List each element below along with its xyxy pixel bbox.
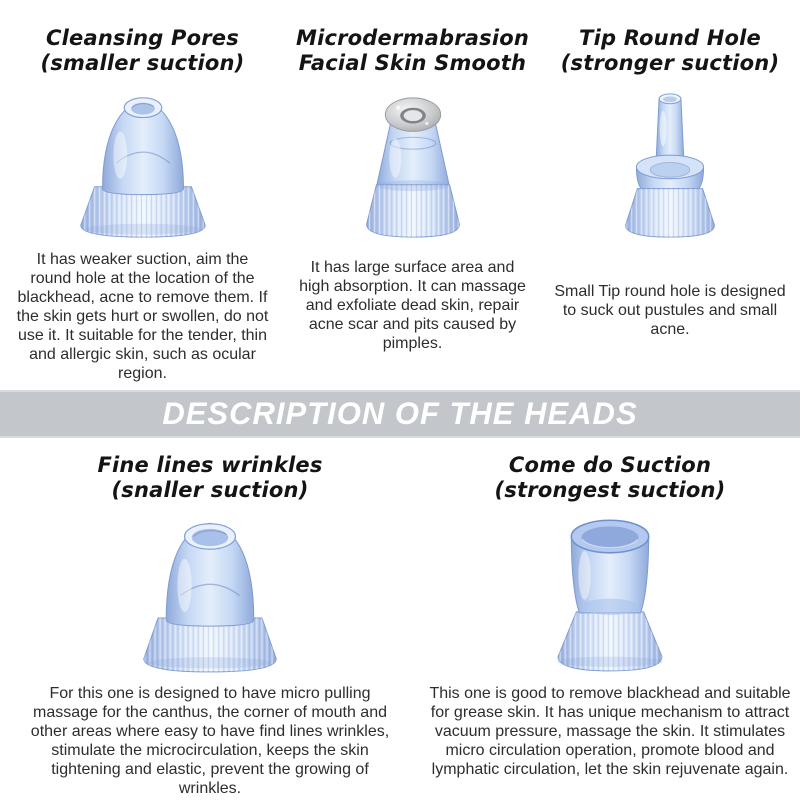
title-fine-lines-wrinkles xyxy=(97,453,322,503)
title-tip-round-hole xyxy=(561,26,780,76)
description-fine-lines-wrinkles: For this one is designed to have micro pulling massage for the canthus, the corner of mouth and other areas where easy to have find lines wrinkles, stimulate the microcirculation, keeps the skin tightening and elastic, prevent the growing of wrinkles. xyxy=(30,685,390,797)
suction-head-photo-tip-round-hole xyxy=(585,84,755,242)
title-come-do-suction xyxy=(495,453,726,503)
column-come-do-suction xyxy=(420,438,800,798)
title-line2: (strongest suction) xyxy=(494,478,726,502)
title-line1: Tip Round Hole xyxy=(579,26,761,50)
column-tip-round-hole xyxy=(540,0,800,390)
description-microdermabrasion: It has large surface area and high absorption. It can massage and exfoliate dead skin, repair acne scar and pits caused by pimples. xyxy=(299,259,526,352)
column-cleansing-pores xyxy=(0,0,285,390)
description-cleansing-pores: It has weaker suction, aim the round hole at the location of the blackhead, acne to remove them. If the skin gets hurt or swollen, do not use it. It suitable for the tender, thin and allergic skin, such as ocular region. xyxy=(16,251,269,382)
banner-title: DESCRIPTION OF THE HEADS xyxy=(162,395,638,432)
column-fine-lines-wrinkles xyxy=(0,438,420,798)
title-line2: (snaller suction) xyxy=(111,478,309,502)
column-microdermabrasion xyxy=(285,0,540,390)
suction-head-photo-fine-lines xyxy=(120,508,300,676)
suction-head-photo-microdermabrasion xyxy=(328,84,498,242)
top-heads-row xyxy=(0,0,800,390)
title-line2: Facial Skin Smooth xyxy=(298,51,527,75)
title-line2: (smaller suction) xyxy=(40,51,245,75)
description-come-do-suction: This one is good to remove blackhead and suitable for grease skin. It has unique mechanism to attract vacuum pressure, massage the skin. It stimulates micro circulation operation, promote blood and lymphatic circulation, let the skin rejuvenate again. xyxy=(429,685,791,778)
title-line2: (stronger suction) xyxy=(560,51,780,75)
title-line1: Microdermabrasion xyxy=(295,26,530,50)
title-line1: Come do Suction xyxy=(508,453,712,477)
title-cleansing-pores xyxy=(41,26,245,76)
title-microdermabrasion xyxy=(296,26,529,76)
title-line1: Fine lines wrinkles xyxy=(97,453,323,477)
suction-head-photo-come-do-suction xyxy=(520,508,700,676)
title-line1: Cleansing Pores xyxy=(46,26,239,50)
bottom-heads-row xyxy=(0,438,800,798)
suction-head-photo-cleansing-pores xyxy=(58,84,228,242)
description-tip-round-hole: Small Tip round hole is designed to suck out pustules and small acne. xyxy=(554,283,786,338)
section-banner xyxy=(0,390,800,438)
